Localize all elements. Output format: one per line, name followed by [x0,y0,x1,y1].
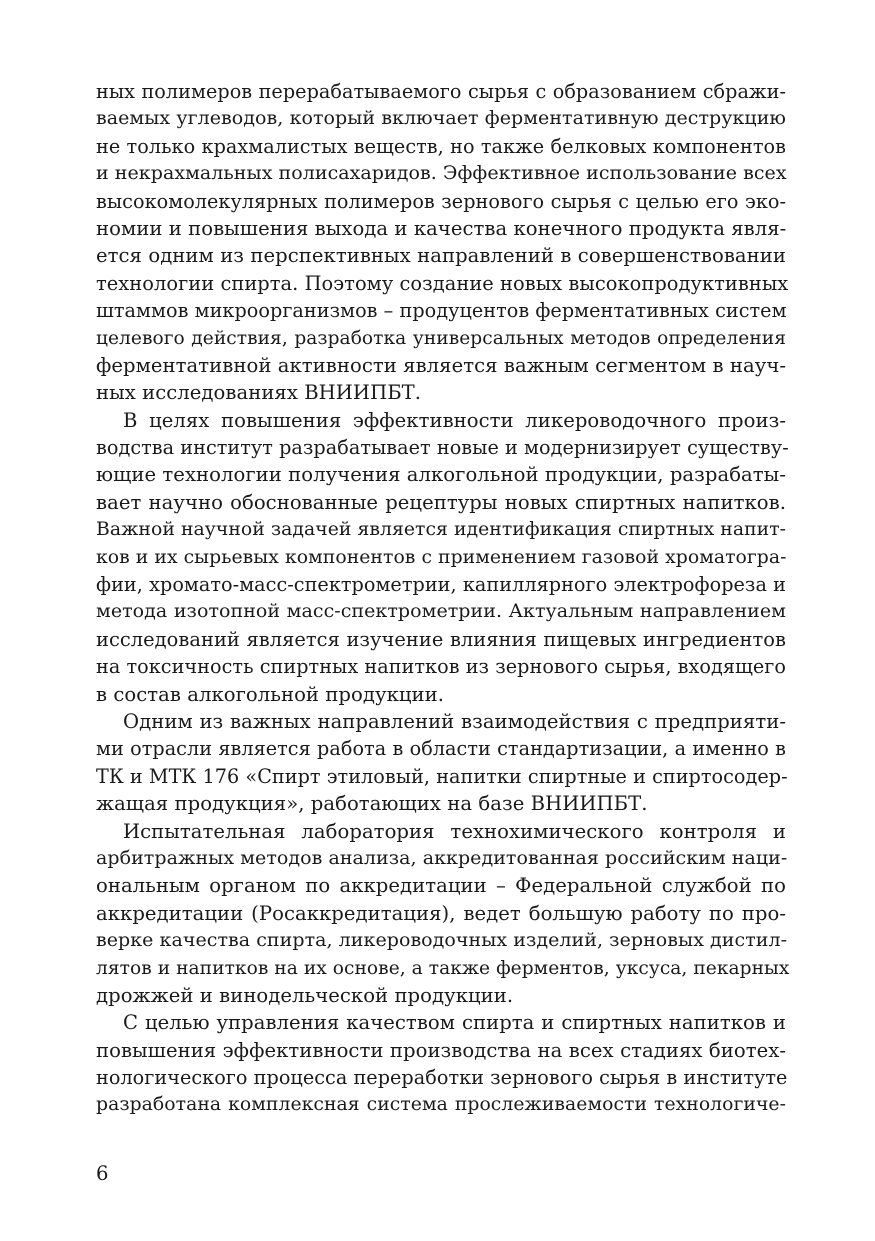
text-line: на токсичность спиртных напитков из зернового сырья, входящего [96,655,786,679]
text-line: исследований является изучение влияния пищевых ингредиентов [96,627,786,651]
text-line: ми отрасли является работа в области стандартизации, а именно в [96,737,786,761]
text-line: арбитражных методов анализа, аккредитованная российским наци- [96,846,788,869]
text-line: ных исследованиях ВНИИПБТ. [96,381,422,405]
text-line: лятов и напитков на их основе, а также ферментов, уксуса, пекарных [96,957,790,979]
text-line: ных полимеров перерабатываемого сырья с образованием сбражи- [96,80,786,103]
text-line: высокомолекулярных полимеров зернового сырья с целью его эко- [96,189,786,213]
text-line: целевого действия, разработка универсальных методов определения [96,327,786,349]
text-line: разработана комплексная система прослеживаемости технологиче- [96,1094,786,1116]
text-line: в состав алкогольной продукции. [96,682,445,706]
text-line: аккредитации (Росаккредитация), ведет большую работу по про- [96,901,786,925]
text-line: ТК и МТК 176 «Спирт этиловый, напитки спиртные и спиртосодер- [96,764,788,788]
text-line: штаммов микроорганизмов – продуцентов ферментативных систем [96,299,787,323]
text-line: Важной научной задачей является идентификация спиртных напит- [96,519,787,541]
text-line: метода изотопной масс-спектрометрии. Актуальным направлением [96,600,786,623]
text-line: водства институт разрабатывает новые и модернизирует существу- [96,436,789,460]
text-line: номии и повышения выхода и качества конечного продукта явля- [96,216,787,240]
text-line: Одним из важных направлений взаимодействия с предприяти- [123,709,786,733]
text-line: вает научно обоснованные рецептуры новых спиртных напитков. [96,490,786,514]
text-line: нологического процесса переработки зернового сырья в институте [96,1066,788,1090]
text-line: не только крахмалистых веществ, но также белковых компонентов [96,134,786,158]
text-line: ональным органом по аккредитации – Федеральной службой по [96,874,786,898]
text-line: верке качества спирта, ликероводочных изделий, зерновых дистил- [96,929,788,952]
text-line: С целью управления качеством спирта и спиртных напитков и [123,1011,786,1035]
text-line: Испытательная лаборатория технохимического контроля и [123,819,786,843]
text-line: фии, хромато-масс-спектрометрии, капиллярного электрофореза и [96,573,786,597]
text-line: В целях повышения эффективности ликероводочного произ- [123,408,786,432]
text-line: повышения эффективности производства на всех стадиях биотех- [96,1038,786,1062]
text-line: жащая продукция», работающих на базе ВНИИПБТ. [96,792,648,816]
text-line: ферментативной активности является важным сегментом в науч- [96,353,786,377]
text-line: ваемых углеводов, который включает ферментативную деструкцию [96,107,786,130]
page-number: 6 [96,1162,109,1185]
text-line: технологии спирта. Поэтому создание новых высокопродуктивных [96,271,789,295]
body-text [96,78,790,1119]
text-line: ется одним из перспективных направлений в совершенствовании [96,244,786,268]
text-line: ков и их сырьевых компонентов с применением газовой хроматогра- [96,546,787,568]
text-line: ющие технологии получения алкогольной продукции, разрабаты- [96,463,786,487]
text-line: и некрахмальных полисахаридов. Эффективное использование всех [96,162,787,185]
text-line: дрожжей и винодельческой продукции. [96,983,514,1007]
